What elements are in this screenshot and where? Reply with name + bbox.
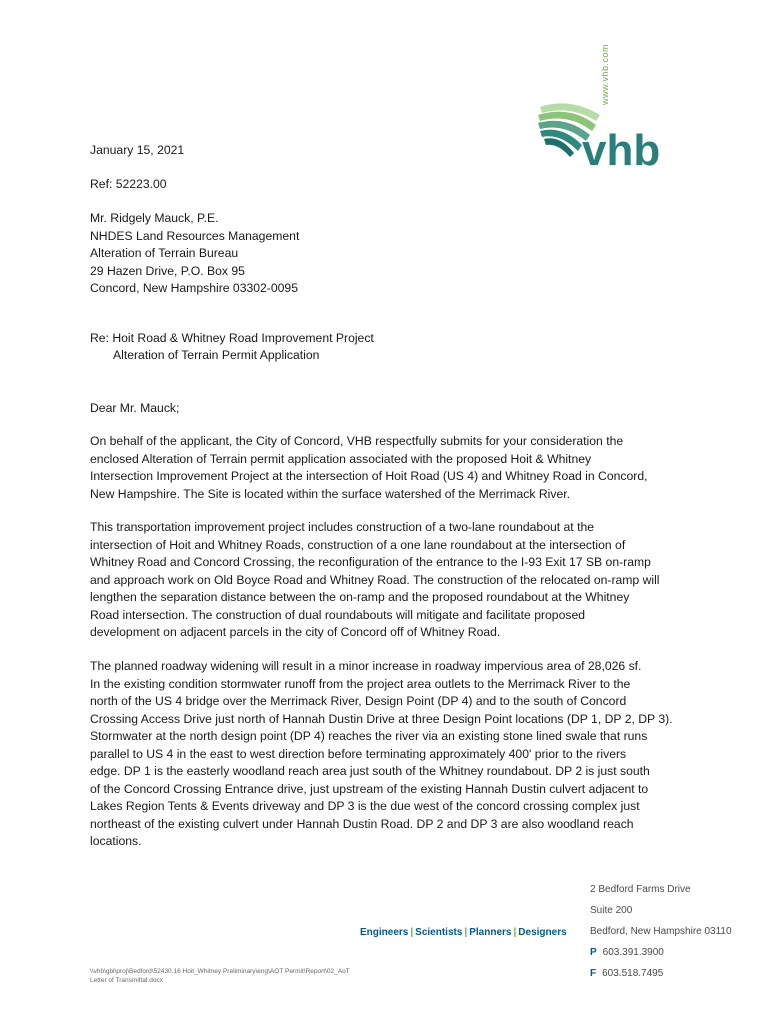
recipient-line: Mr. Ridgely Mauck, P.E.: [90, 211, 219, 225]
recipient-line: 29 Hazen Drive, P.O. Box 95: [90, 263, 245, 278]
recipient-line: Concord, New Hampshire 03302-0095: [90, 281, 298, 296]
recipient-line: Alteration of Terrain Bureau: [90, 246, 239, 261]
re-line-sub: Alteration of Terrain Permit Application: [113, 348, 320, 362]
footer-fax: F 603.518.7495: [590, 968, 664, 979]
salutation: Dear Mr. Mauck;: [90, 401, 180, 415]
letter-ref: Ref: 52223.00: [90, 177, 167, 191]
paragraph-1: On behalf of the applicant, the City of Concord, VHB respectfully submits for your consideration the enclosed Alteration of Terrain permit application associated with the proposed Hoit & Whitney Intersection Improvement Project at the intersection of Hoit Road (US 4) and Whitney Road in Concord, New Hampshire. The Site is located within the surface watershed of the Merrimack River.: [90, 434, 648, 501]
re-line: Re: Hoit Road & Whitney Road Improvement Project: [90, 331, 374, 345]
letter-date: January 15, 2021: [90, 143, 185, 157]
recipient-line: NHDES Land Resources Management: [90, 228, 300, 243]
footer-phone: P 603.391.3900: [590, 947, 664, 958]
footer-address-line: 2 Bedford Farms Drive: [590, 884, 691, 895]
vhb-logo: [530, 95, 670, 175]
file-path: \\vhb\gbl\proj\Bedford\52430.16 Hoit_Whitney Preliminary\eng\AOT Permit\Report\02_AoT Letter of Transmittal.docx: [90, 968, 350, 984]
website-url: www.vhb.com: [600, 43, 610, 105]
recipient-address: [90, 210, 299, 298]
footer-address-line: Suite 200: [590, 905, 633, 916]
paragraph-2: This transportation improvement project includes construction of a two-lane roundabout at the intersection of Hoit and Whitney Roads, construction of a one lane roundabout at the intersection of Whitney Road and Concord Crossing, the reconfiguration of the entrance to the I-93 Exit 17 SB on-ramp and approach work on Old Boyce Road and Whitney Road. The construction of the relocated on-ramp will lengthen the separation distance between the on-ramp and the proposed roundabout at the Whitney Road intersection. The construction of dual roundabouts will mitigate and facilitate proposed development on adjacent parcels in the city of Concord off of Whitney Road.: [90, 520, 660, 640]
logo-wordmark: vhb: [582, 126, 661, 175]
tagline: Engineers | Scientists | Planners | Designers: [360, 927, 567, 938]
paragraph-3: The planned roadway widening will result in a minor increase in roadway impervious area of 28,026 sf. In the existing condition stormwater runoff from the project area outlets to the Merrimack River to the north of the US 4 bridge over the Merrimack River, Design Point (DP 4) and to the south of Concord Crossing Access Drive just north of Hannah Dustin Drive at three Design Point locations (DP 1, DP 2, DP 3). Stormwater at the north design point (DP 4) reaches the river via an existing stone lined swale that runs parallel to US 4 in the east to west direction before terminating approximately 400' prior to the rivers edge. DP 1 is the easterly woodland reach area just south of the Whitney roundabout. DP 2 is just south of the Concord Crossing Entrance drive, just upstream of the existing Hannah Dustin culvert adjacent to Lakes Region Tents & Events driveway and DP 3 is the due west of the concord crossing complex just northeast of the existing culvert under Hannah Dustin Road. DP 2 and DP 3 are also woodland reach locations.: [90, 659, 673, 849]
footer-address-line: Bedford, New Hampshire 03110: [590, 926, 732, 937]
